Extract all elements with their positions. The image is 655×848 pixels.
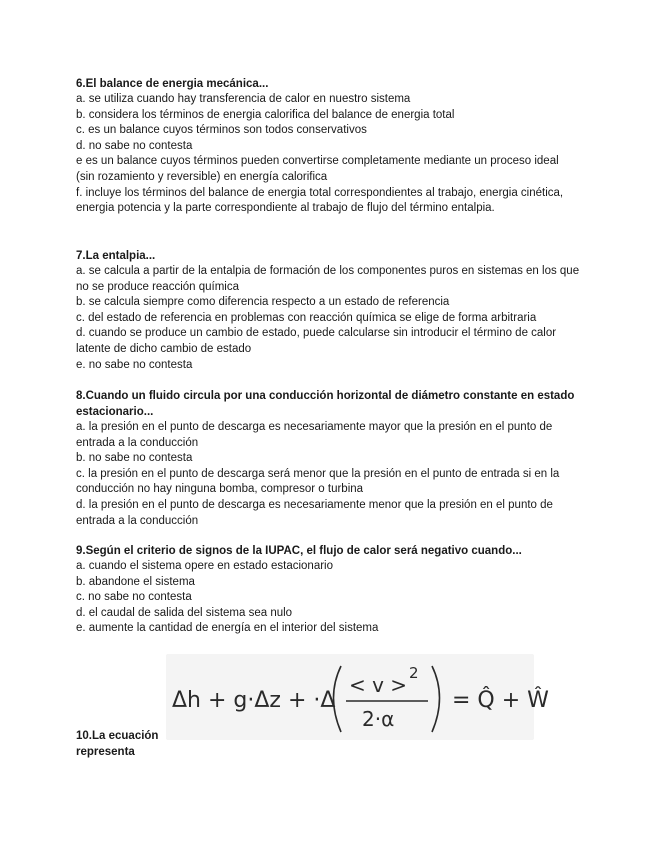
option-c: c. es un balance cuyos términos son todos conservativos — [76, 124, 367, 137]
option-e: e es un balance cuyos términos pueden convertirse completamente mediante un proceso ideal (sin rozamiento y reversible) en energía calorifica — [76, 155, 559, 183]
option-b: b. se calcula siempre como diferencia respecto a un estado de referencia — [76, 296, 450, 309]
option-e: e. no sabe no contesta — [76, 358, 193, 371]
option-d: d. cuando se produce un cambio de estado, puede calcularse sin introducir el término de calor latente de dicho cambio de estado — [76, 327, 557, 355]
option-d: d. no sabe no contesta — [76, 139, 193, 152]
question-title: 10.La ecuación representa — [76, 730, 159, 758]
question-8 — [76, 388, 580, 529]
option-a: a. se utiliza cuando hay transferencia de calor en nuestro sistema — [76, 93, 411, 105]
option-d: d. el caudal de salida del sistema sea nulo — [76, 606, 293, 619]
energy-balance-equation — [166, 654, 549, 740]
question-10 — [76, 654, 580, 764]
question-6 — [76, 76, 580, 217]
option-f: f. incluye los términos del balance de energia total correspondientes al trabajo, energia cinética, energia potencia y la parte correspondiente al trabajo de flujo del término entalpia. — [76, 186, 564, 215]
question-title: 8.Cuando un fluido circula por una conducción horizontal de diámetro constante en estado estacionario... — [76, 390, 575, 418]
option-b: b. abandone el sistema — [76, 575, 195, 588]
equation-graphic — [166, 654, 549, 740]
question-title: 6.El balance de energia mecánica... — [76, 78, 269, 90]
option-b: b. considera los términos de energia calorifica del balance de energia total — [76, 108, 455, 121]
question-7 — [76, 248, 580, 373]
right-paren — [432, 666, 440, 732]
question-title: 7.La entalpia... — [76, 250, 156, 262]
option-d: d. la presión en el punto de descarga es necesariamente menor que la presión en el punto de entrada a la conducción — [76, 498, 553, 527]
option-b: b. no sabe no contesta — [76, 452, 193, 465]
numerator-exponent: 2 — [409, 664, 419, 682]
option-a: a. cuando el sistema opere en estado estacionario — [76, 560, 333, 572]
equation-left-terms: Δh + g·Δz + ·Δ — [172, 688, 336, 713]
option-a: a. la presión en el punto de descarga es necesariamente mayor que la presión en el punto de entrada a la conducción — [76, 421, 553, 449]
option-c: c. la presión en el punto de descarga será menor que la presión en el punto de entrada si en la conducción no hay ninguna bomba, compresor o turbina — [76, 467, 560, 496]
fraction-numerator: < v > — [349, 673, 408, 697]
equation-right-terms: = Q̂ + Ŵ — [452, 688, 549, 713]
question-title: 9.Según el criterio de signos de la IUPAC, el flujo de calor será negativo cuando... — [76, 545, 522, 557]
question-9 — [76, 543, 580, 637]
option-e: e. aumente la cantidad de energía en el interior del sistema — [76, 622, 379, 635]
option-a: a. se calcula a partir de la entalpia de formación de los componentes puros en sistemas en los que no se produce reacción química — [76, 265, 580, 293]
option-c: c. del estado de referencia en problemas con reacción química se elige de forma arbitraria — [76, 311, 537, 324]
fraction-denominator: 2·α — [362, 707, 395, 731]
option-c: c. no sabe no contesta — [76, 591, 192, 604]
